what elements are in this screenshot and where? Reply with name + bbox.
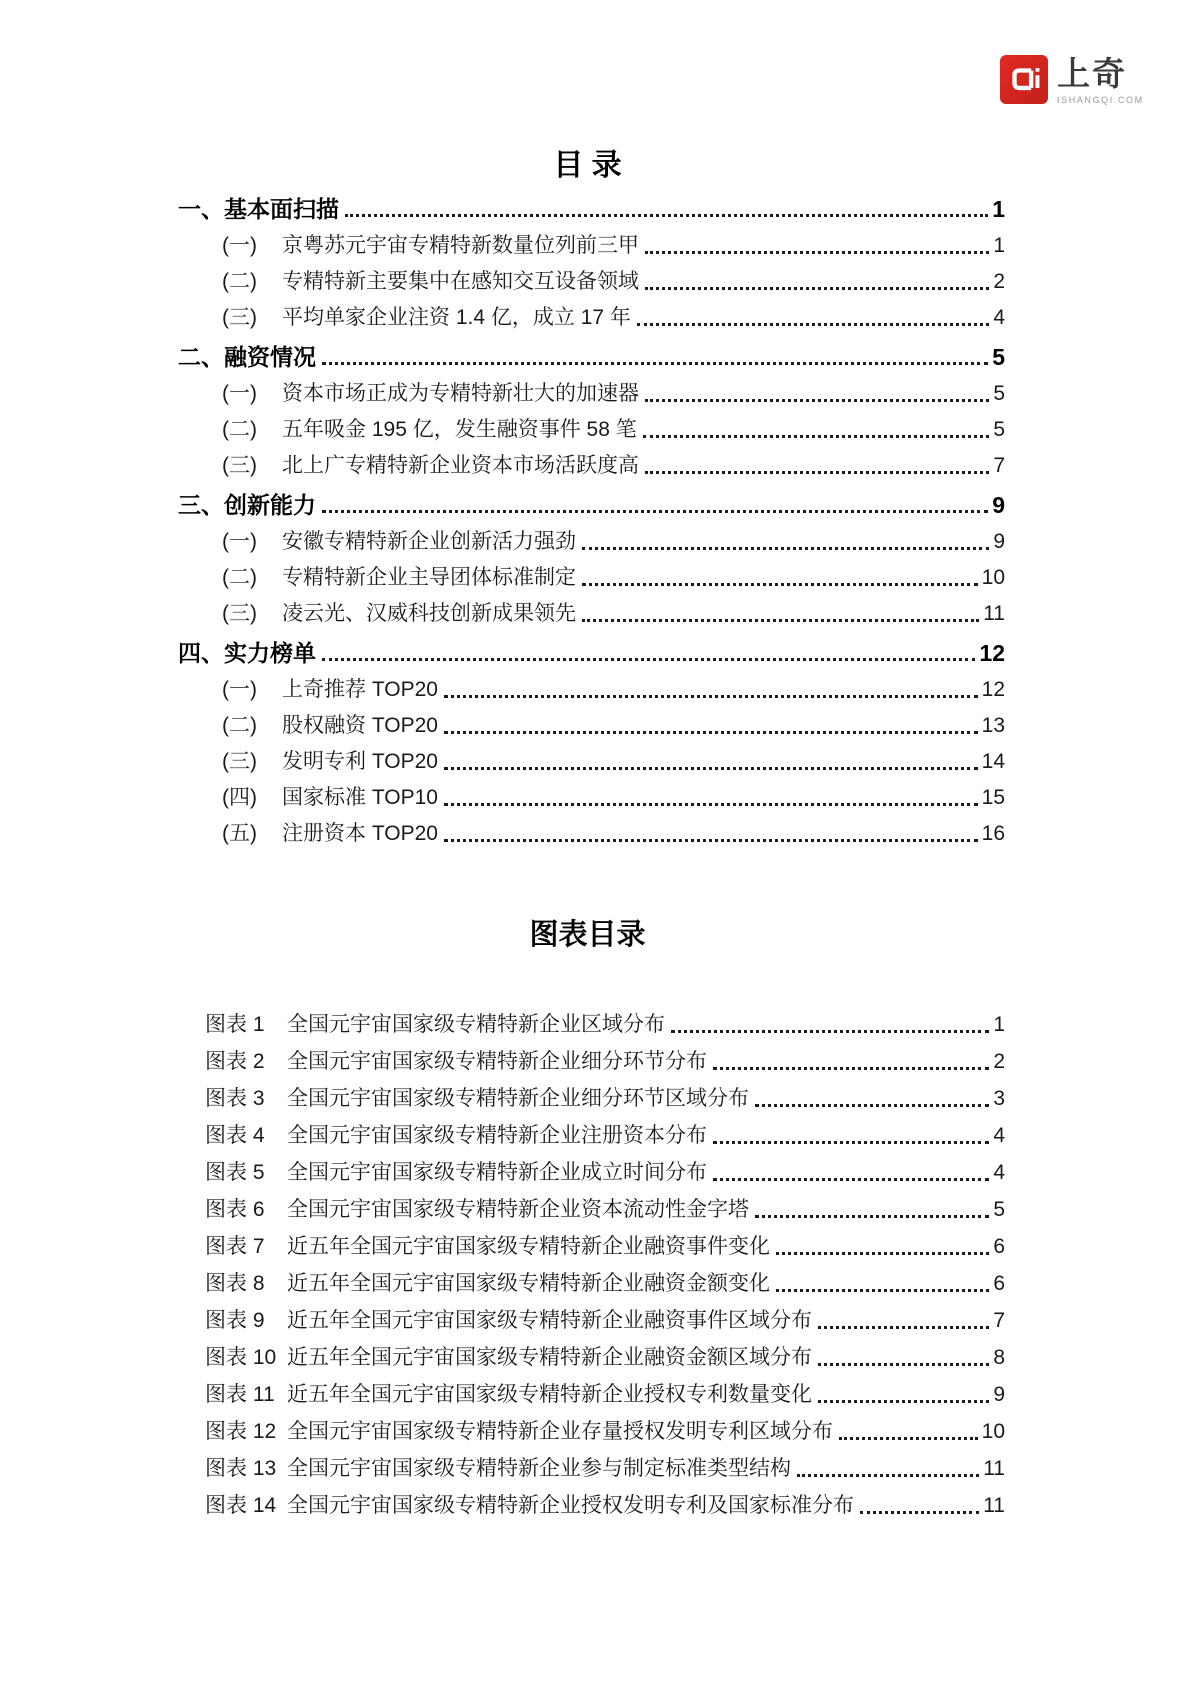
item-number: (一): [222, 234, 257, 257]
page-number: 7: [993, 454, 1005, 477]
item-label: 凌云光、汉威科技创新成果领先: [282, 602, 576, 625]
dot-leader: [322, 658, 975, 661]
toc-chapter-row[interactable]: [170, 484, 1005, 522]
dot-leader: [643, 435, 990, 438]
page-number: 12: [981, 678, 1005, 701]
dot-leader: [818, 1400, 989, 1403]
dot-leader: [322, 510, 988, 513]
figure-label: 全国元宇宙国家级专精特新企业注册资本分布: [287, 1124, 707, 1147]
figure-index-row[interactable]: [170, 1263, 1005, 1300]
dot-leader: [637, 323, 989, 326]
figure-number: 图表 13: [205, 1457, 277, 1480]
toc-item-row[interactable]: [170, 262, 1005, 298]
figure-label: 近五年全国元宇宙国家级专精特新企业融资事件区域分布: [287, 1309, 812, 1332]
figure-index-row[interactable]: [170, 1448, 1005, 1485]
item-label: 专精特新主要集中在感知交互设备领域: [282, 270, 639, 293]
page-number: 5: [992, 344, 1005, 370]
item-label: 五年吸金 195 亿，发生融资事件 58 笔: [282, 418, 637, 441]
page-number: 1: [993, 234, 1005, 257]
page-number: 10: [981, 566, 1005, 589]
toc-chapter-row[interactable]: [170, 632, 1005, 670]
dot-leader: [645, 399, 989, 402]
figure-label: 近五年全国元宇宙国家级专精特新企业授权专利数量变化: [287, 1383, 812, 1406]
toc-item-row[interactable]: [170, 410, 1005, 446]
page-number: 3: [993, 1087, 1005, 1110]
page-number: 9: [993, 530, 1005, 553]
figure-index-row[interactable]: [170, 1374, 1005, 1411]
figure-index-row[interactable]: [170, 1226, 1005, 1263]
toc-page: [170, 0, 1005, 1522]
page-number: 13: [981, 714, 1005, 737]
brand-domain: ISHANGQI.COM: [1057, 95, 1144, 105]
toc-item-row[interactable]: [170, 670, 1005, 706]
figure-label: 全国元宇宙国家级专精特新企业细分环节分布: [287, 1050, 707, 1073]
dot-leader: [582, 619, 979, 622]
figure-index-row[interactable]: [170, 1115, 1005, 1152]
figure-label: 近五年全国元宇宙国家级专精特新企业融资金额区域分布: [287, 1346, 812, 1369]
page-number: 9: [992, 492, 1005, 518]
toc-item-row[interactable]: [170, 522, 1005, 558]
item-number: (三): [222, 454, 257, 477]
ai-glyph-icon: [1005, 61, 1043, 99]
toc-chapter-row[interactable]: [170, 188, 1005, 226]
item-number: (二): [222, 418, 257, 441]
item-label: 平均单家企业注资 1.4 亿，成立 17 年: [282, 306, 631, 329]
dot-leader: [755, 1215, 989, 1218]
page-number: 2: [993, 270, 1005, 293]
dot-leader: [582, 547, 989, 550]
page-number: 6: [993, 1235, 1005, 1258]
figure-index-row[interactable]: [170, 1041, 1005, 1078]
figure-number: 图表 10: [205, 1346, 277, 1369]
brand-logo-icon: [1000, 55, 1048, 104]
toc-item-row[interactable]: [170, 778, 1005, 814]
figure-number: 图表 6: [205, 1198, 265, 1221]
toc-title: 目 录: [553, 149, 622, 182]
item-label: 京粤苏元宇宙专精特新数量位列前三甲: [282, 234, 639, 257]
page-number: 5: [993, 382, 1005, 405]
figure-number: 图表 11: [205, 1383, 275, 1406]
item-label: 安徽专精特新企业创新活力强劲: [282, 530, 576, 553]
dot-leader: [645, 251, 989, 254]
page-number: 7: [993, 1309, 1005, 1332]
dot-leader: [797, 1474, 979, 1477]
figure-number: 图表 3: [205, 1087, 265, 1110]
figure-label: 近五年全国元宇宙国家级专精特新企业融资事件变化: [287, 1235, 770, 1258]
item-label: 北上广专精特新企业资本市场活跃度高: [282, 454, 639, 477]
toc-item-row[interactable]: [170, 706, 1005, 742]
toc-chapter-row[interactable]: [170, 336, 1005, 374]
figure-number: 图表 9: [205, 1309, 265, 1332]
figure-index-list: [170, 1004, 1005, 1522]
page-number: 1: [992, 196, 1005, 222]
figure-index-title: 图表目录: [529, 919, 646, 951]
dot-leader: [444, 695, 978, 698]
toc-item-row[interactable]: [170, 814, 1005, 850]
dot-leader: [345, 214, 988, 217]
dot-leader: [818, 1326, 989, 1329]
item-label: 国家标准 TOP10: [282, 786, 438, 809]
figure-number: 图表 12: [205, 1420, 277, 1443]
figure-number: 图表 7: [205, 1235, 265, 1258]
dot-leader: [582, 583, 978, 586]
item-number: (三): [222, 750, 257, 773]
dot-leader: [713, 1178, 989, 1181]
item-number: (一): [222, 678, 257, 701]
page-number: 8: [993, 1346, 1005, 1369]
figure-index-row[interactable]: [170, 1300, 1005, 1337]
figure-index-row[interactable]: [170, 1152, 1005, 1189]
toc-item-row[interactable]: [170, 558, 1005, 594]
page-number: 11: [983, 602, 1005, 625]
dot-leader: [818, 1363, 989, 1366]
figure-label: 全国元宇宙国家级专精特新企业存量授权发明专利区域分布: [287, 1420, 833, 1443]
figure-index-row[interactable]: [170, 1004, 1005, 1041]
page-number: 10: [981, 1420, 1005, 1443]
page-number: 14: [981, 750, 1005, 773]
dot-leader: [645, 471, 989, 474]
dot-leader: [713, 1141, 989, 1144]
page-number: 6: [993, 1272, 1005, 1295]
page-number: 11: [983, 1494, 1005, 1517]
page-number: 12: [979, 640, 1005, 666]
page-number: 5: [993, 418, 1005, 441]
figure-number: 图表 5: [205, 1161, 265, 1184]
page-number: 15: [981, 786, 1005, 809]
page-number: 9: [993, 1383, 1005, 1406]
toc-item-row[interactable]: [170, 374, 1005, 410]
dot-leader: [671, 1030, 989, 1033]
item-number: (二): [222, 566, 257, 589]
chapter-label: 二、融资情况: [178, 344, 316, 370]
figure-index-row[interactable]: [170, 1411, 1005, 1448]
figure-label: 全国元宇宙国家级专精特新企业参与制定标准类型结构: [287, 1457, 791, 1480]
item-number: (二): [222, 270, 257, 293]
chapter-label: 三、创新能力: [178, 492, 316, 518]
dot-leader: [322, 362, 988, 365]
figure-label: 近五年全国元宇宙国家级专精特新企业融资金额变化: [287, 1272, 770, 1295]
figure-label: 全国元宇宙国家级专精特新企业资本流动性金字塔: [287, 1198, 749, 1221]
toc-item-row[interactable]: [170, 594, 1005, 630]
page-number: 4: [993, 1161, 1005, 1184]
toc-item-row[interactable]: [170, 226, 1005, 262]
figure-number: 图表 14: [205, 1494, 277, 1517]
dot-leader: [444, 731, 978, 734]
figure-index-row[interactable]: [170, 1337, 1005, 1374]
page-number: 1: [993, 1013, 1005, 1036]
dot-leader: [713, 1067, 989, 1070]
page-number: 16: [981, 822, 1005, 845]
dot-leader: [776, 1252, 989, 1255]
toc-item-row[interactable]: [170, 742, 1005, 778]
page-number: 4: [993, 1124, 1005, 1147]
dot-leader: [860, 1511, 979, 1514]
item-number: (四): [222, 786, 257, 809]
item-number: (五): [222, 822, 257, 845]
figure-number: 图表 4: [205, 1124, 265, 1147]
figure-number: 图表 8: [205, 1272, 265, 1295]
figure-label: 全国元宇宙国家级专精特新企业授权发明专利及国家标准分布: [287, 1494, 854, 1517]
item-number: (一): [222, 382, 257, 405]
figure-number: 图表 2: [205, 1050, 265, 1073]
item-label: 发明专利 TOP20: [282, 750, 438, 773]
item-number: (二): [222, 714, 257, 737]
figure-index-row[interactable]: [170, 1078, 1005, 1115]
toc-item-row[interactable]: [170, 446, 1005, 482]
page-number: 5: [993, 1198, 1005, 1221]
figure-index-row[interactable]: [170, 1485, 1005, 1522]
item-label: 资本市场正成为专精特新壮大的加速器: [282, 382, 639, 405]
item-label: 上奇推荐 TOP20: [282, 678, 438, 701]
toc-item-row[interactable]: [170, 298, 1005, 334]
dot-leader: [645, 287, 989, 290]
page-number: 2: [993, 1050, 1005, 1073]
dot-leader: [444, 767, 978, 770]
figure-index-row[interactable]: [170, 1189, 1005, 1226]
item-number: (一): [222, 530, 257, 553]
page-number: 4: [993, 306, 1005, 329]
dot-leader: [839, 1437, 978, 1440]
chapter-label: 一、基本面扫描: [178, 196, 339, 222]
dot-leader: [444, 803, 978, 806]
figure-label: 全国元宇宙国家级专精特新企业区域分布: [287, 1013, 665, 1036]
brand-name: 上奇: [1057, 55, 1127, 92]
figure-label: 全国元宇宙国家级专精特新企业成立时间分布: [287, 1161, 707, 1184]
item-label: 股权融资 TOP20: [282, 714, 438, 737]
dot-leader: [444, 839, 978, 842]
item-label: 专精特新企业主导团体标准制定: [282, 566, 576, 589]
item-number: (三): [222, 602, 257, 625]
figure-label: 全国元宇宙国家级专精特新企业细分环节区域分布: [287, 1087, 749, 1110]
figure-number: 图表 1: [205, 1013, 265, 1036]
dot-leader: [776, 1289, 989, 1292]
item-label: 注册资本 TOP20: [282, 822, 438, 845]
item-number: (三): [222, 306, 257, 329]
dot-leader: [755, 1104, 989, 1107]
page-number: 11: [983, 1457, 1005, 1480]
chapter-label: 四、实力榜单: [178, 640, 316, 666]
toc-list: [170, 188, 1005, 850]
brand-logo: [1000, 55, 1144, 105]
